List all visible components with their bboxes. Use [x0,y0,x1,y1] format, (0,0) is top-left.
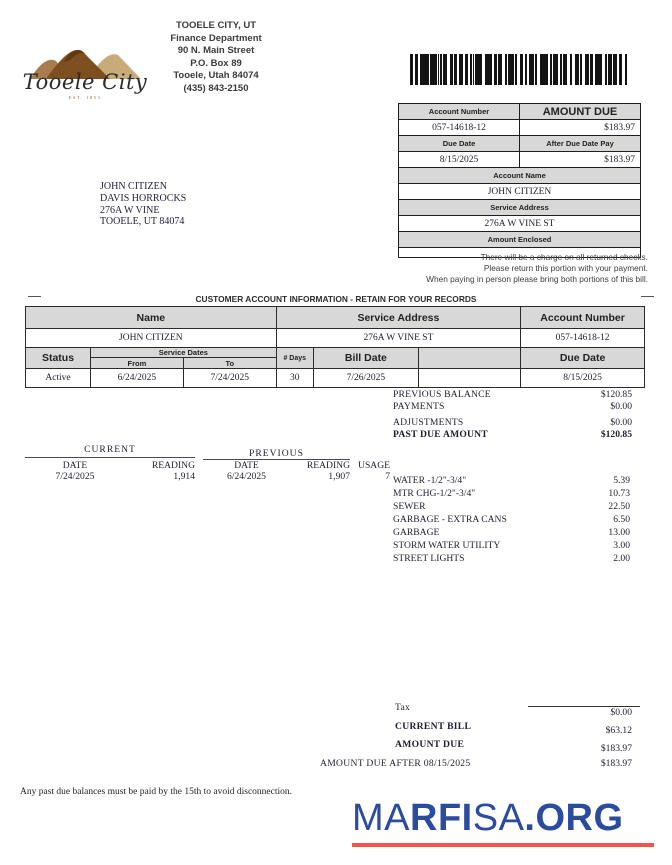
city-logo-subtext: EST. 1853 [68,95,102,100]
account-number-label: Account Number [399,104,520,120]
mailing-address-line: DAVIS HORROCKS [100,192,187,204]
notice-line: When paying in person please bring both portions of this bill. [426,274,648,284]
balance-label: PAST DUE AMOUNT [393,428,488,440]
charge-amount: 5.39 [613,475,630,486]
account-name-label: Account Name [399,168,641,184]
service-address-label: Service Address [399,200,641,216]
charge-amount: 3.00 [613,540,630,551]
meter-readings [25,446,390,482]
barcode [410,54,627,85]
org-address-block [130,20,302,96]
current-bill-label: CURRENT BILL [395,720,472,732]
blank-cell [419,369,521,388]
balance-label: ADJUSTMENTS [393,417,464,428]
charge-label: STORM WATER UTILITY [393,540,501,551]
amount-due-total-label: AMOUNT DUE [395,739,465,750]
previous-date-value: 6/24/2025 [227,471,266,482]
due-date-value: 8/15/2025 [399,152,520,168]
days-cell: 30 [276,369,313,388]
charge-label: GARBAGE - EXTRA CANS [393,514,507,525]
charge-row [390,526,630,539]
to-header: To [183,358,276,369]
after-due-date-pay-value: $183.97 [520,152,641,168]
notice-line: There will be a charge on all returned checks. [480,252,648,262]
balance-label: PAYMENTS [393,400,445,412]
logo-segment: .ORG [524,797,624,839]
bill-date-cell: 7/26/2025 [313,369,418,388]
account-info-title: CUSTOMER ACCOUNT INFORMATION - RETAIN FOR YOUR RECORDS [195,294,477,304]
amount-due-value: $183.97 [520,120,641,136]
account-number-cell: 057-14618-12 [521,329,645,348]
logo-segment: MA [352,797,410,839]
balance-value: $120.85 [600,428,632,440]
current-date-header: DATE [62,460,88,471]
charge-amount: 2.00 [613,553,630,564]
service-address-header: Service Address [276,307,520,329]
current-bill-value: $63.12 [605,724,632,736]
charge-row [390,500,630,513]
account-number-value: 057-14618-12 [399,120,520,136]
remittance-table [398,103,641,258]
usage-value: 7 [385,471,390,482]
payment-notices [300,252,648,285]
from-header: From [90,358,183,369]
charge-row [390,474,630,487]
org-address-line: Finance Department [170,32,262,44]
previous-date-header: DATE [234,460,259,471]
blank-header-cell [419,348,521,369]
service-address-value: 276A W VINE ST [399,216,641,232]
balance-value: $0.00 [610,417,632,428]
balance-label: PREVIOUS BALANCE [393,389,491,400]
to-cell: 7/24/2025 [183,369,276,388]
current-group-label: CURRENT [25,444,195,458]
usage-header: USAGE [358,460,390,471]
mailing-address-line: JOHN CITIZEN [100,181,167,192]
charge-label: SEWER [393,501,426,512]
service-address-cell: 276A W VINE ST [276,329,520,348]
logo-segment: RFI [410,797,473,839]
due-date-cell: 8/15/2025 [521,369,645,388]
logo-underline [352,843,654,847]
org-address-line: 90 N. Main Street [177,45,255,57]
balance-row [390,389,632,401]
org-address-line: P.O. Box 89 [190,57,242,69]
previous-reading-value: 1,907 [328,471,350,482]
disconnection-notice: Any past due balances must be paid by the 15th to avoid disconnection. [20,787,293,797]
mailing-address-line: TOOELE, UT 84074 [100,216,185,228]
logo-segment: SA [472,797,525,839]
charge-label: WATER -1/2"-3/4" [393,475,467,486]
marfisa-logo-text [352,796,660,840]
amount-due-label: AMOUNT DUE [520,104,641,120]
charges-list [390,474,630,565]
org-address-line: Tooele, Utah 84074 [173,70,259,82]
balance-summary [390,389,632,440]
from-cell: 6/24/2025 [90,369,183,388]
balance-value: $120.85 [600,389,632,400]
amount-due-after-value: $183.97 [600,757,632,769]
org-address-line: (435) 843-2150 [183,82,249,94]
account-info-table [25,306,645,388]
tax-label: Tax [395,702,411,713]
readings-value-row [25,471,390,482]
charge-row [390,539,630,552]
after-due-date-pay-label: After Due Date Pay [520,136,641,152]
balance-row [390,429,632,441]
mailing-address-line: 276A W VINE [100,204,160,216]
amount-due-total-value: $183.97 [600,743,632,754]
name-header: Name [26,307,277,329]
city-logo-text: Tooele City [22,70,148,94]
readings-group-row [25,446,390,458]
previous-group-label: PREVIOUS [203,448,350,460]
totals-row [310,702,640,721]
charge-label: MTR CHG-1/2"-3/4" [393,488,476,499]
charge-row [390,487,630,500]
amount-enclosed-label: Amount Enclosed [399,232,641,248]
charge-amount: 22.50 [608,501,630,512]
status-cell: Active [26,369,91,388]
charge-amount: 13.00 [608,527,630,538]
tax-value: $0.00 [528,706,640,725]
balance-value: $0.00 [610,400,632,412]
previous-reading-header: READING [306,460,350,471]
account-number-header: Account Number [521,307,645,329]
org-address-line: TOOELE CITY, UT [175,20,257,31]
balance-row [390,401,632,413]
mailing-address-block [100,181,186,228]
marfisa-logo [352,796,660,847]
charge-label: GARBAGE [393,527,440,538]
current-date-value: 7/24/2025 [55,471,95,482]
charge-row [390,513,630,526]
amount-due-after-label: AMOUNT DUE AFTER 08/15/2025 [320,757,471,769]
totals-block [310,702,640,776]
account-name-value: JOHN CITIZEN [399,184,641,200]
charge-amount: 10.73 [608,488,630,499]
due-date-label: Due Date [399,136,520,152]
current-reading-header: READING [151,460,195,471]
name-cell: JOHN CITIZEN [26,329,277,348]
charge-amount: 6.50 [613,514,630,525]
due-date-header: Due Date [521,348,645,369]
balance-row [390,417,632,429]
readings-header-row [25,460,390,471]
bill-date-header: Bill Date [313,348,418,369]
charge-row [390,552,630,565]
current-reading-value: 1,914 [173,471,195,482]
charge-label: STREET LIGHTS [393,553,465,564]
status-header: Status [26,348,91,369]
service-dates-header: Service Dates [90,348,276,358]
notice-line: Please return this portion with your payment. [483,263,648,273]
days-header: # Days [276,348,313,369]
